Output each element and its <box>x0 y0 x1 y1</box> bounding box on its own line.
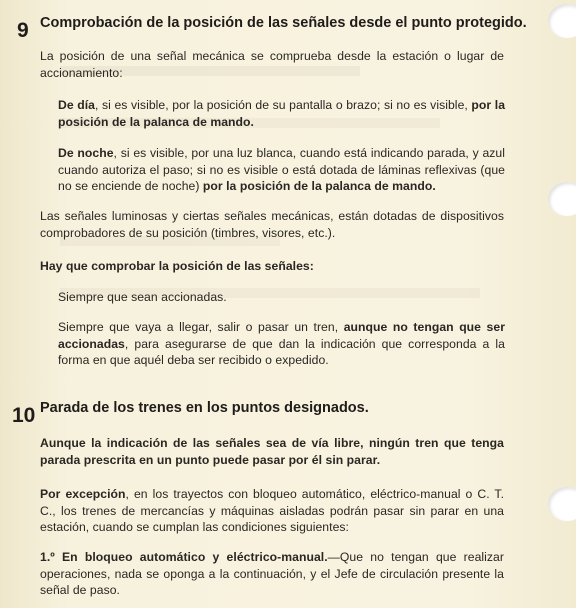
bold-text: aunque no tengan que ser accionadas <box>58 320 505 351</box>
punch-hole <box>548 487 576 521</box>
paragraph <box>58 97 505 130</box>
section-number: 9 <box>17 19 29 42</box>
text: —Que no tengan que realizar operaciones, nada se oponga a la continuación, y el Jefe de circulación presente la señal de paso. <box>40 550 504 597</box>
paragraph <box>40 549 504 599</box>
bold-text: por la posición de la palanca de mando. <box>202 179 436 193</box>
section-number: 10 <box>12 404 36 427</box>
section-title: Comprobación de la posición de las señales desde el punto protegido. <box>40 15 527 31</box>
paragraph: Hay que comprobar la posición de las señales: <box>40 259 314 273</box>
paragraph: La posición de una señal mecánica se comprueba desde la estación o lugar de accionamiento: <box>40 49 504 80</box>
bold-text: De día <box>58 98 96 112</box>
punch-hole <box>548 182 576 216</box>
bold-text: por la posición de la palanca de mando. <box>58 98 506 129</box>
bold-text: Por excepción <box>40 487 126 501</box>
text: , para asegurarse de que dan la indicación que corresponda a la forma en que aquél deba ser recibido o expedido. <box>58 336 505 367</box>
section-title: Parada de los trenes en los puntos designados. <box>40 400 369 416</box>
text: , si es visible, por una luz blanca, cuando está indicando parada, y azul cuando autoriza el paso; si no es visible o está dotada de láminas reflexivas (que no se enciende de noche) <box>58 146 505 193</box>
text: , en los trayectos con bloqueo automático, eléctrico-manual o C. T. C., los trenes de mercancías y máquinas aisladas podrán pasar sin parar en una estación, cuando se cumplan las condiciones siguientes: <box>40 487 504 534</box>
paragraph: Las señales luminosas y ciertas señales mecánicas, están dotadas de dispositivos comprobadores de su posición (timbres, visores, etc.). <box>40 209 504 240</box>
paragraph <box>58 319 505 369</box>
text: , si es visible, por la posición de su pantalla o brazo; si no es visible, <box>95 98 472 112</box>
bold-text: 1.º En bloqueo automático y eléctrico-manual. <box>40 550 328 564</box>
punch-hole <box>548 4 576 38</box>
paragraph: Siempre que sean accionadas. <box>58 290 227 304</box>
bold-text: De noche <box>58 146 114 160</box>
paragraph: Aunque la indicación de las señales sea de vía libre, ningún tren que tenga parada prescrita en un punto puede pasar por él sin parar. <box>40 436 504 467</box>
text: Siempre que vaya a llegar, salir o pasar un tren, <box>58 320 344 334</box>
paragraph <box>58 145 505 195</box>
paragraph <box>40 486 504 536</box>
